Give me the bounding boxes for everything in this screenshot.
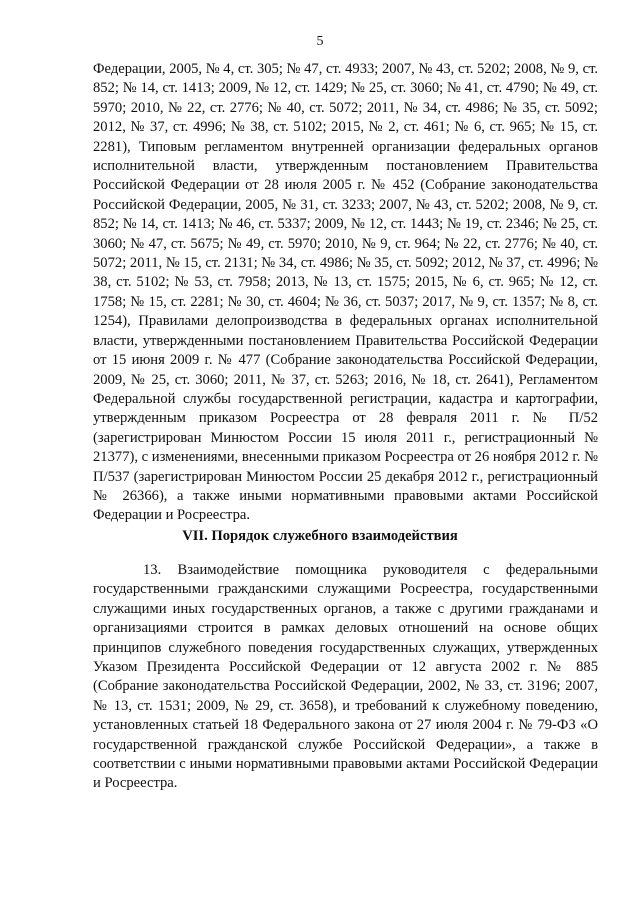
section-heading: VII. Порядок служебного взаимодействия [182, 528, 458, 544]
paragraph-13: 13. Взаимодействие помощника руководителя с федеральными государственными гражданскими служащими Росреестра, государственными служащими иных государственных органов, а также с другими гражданами и организациями строится в рамках деловых отношений на основе общих принципов служебного поведения государственных служащих, утвержденных Указом Президента Российской Федерации от 12 августа 2002 г. № 885 (Собрание законодательства Российской Федерации, 2002, № 33, ст. 3196; 2007, № 13, ст. 1531; 2009, № 29, ст. 3658), и требований к служебному поведению, установленных статьей 18 Федерального закона от 27 июля 2004 г. № 79-ФЗ «О государственной гражданской службе Российской Федерации», а также в соответствии с иными нормативными правовыми актами Российской Федерации и Росреестра. [93, 562, 598, 792]
section-7-text-block [93, 561, 598, 794]
continuation-text-block [93, 60, 598, 526]
page-number: 5 [316, 34, 324, 49]
continuation-paragraph: Федерации, 2005, № 4, ст. 305; № 47, ст. 4933; 2007, № 43, ст. 5202; 2008, № 9, ст. 852; № 14, ст. 1413; 2009, № 12, ст. 1429; № 25, ст. 3060; № 41, ст. 4790; № 49, ст. 5970; 2010, № 22, ст. 2776; № 40, ст. 5072; 2011, № 34, ст. 4986; № 35, ст. 5092; 2012, № 37, ст. 4996; № 38, ст. 5102; 2015, № 2, ст. 461; № 6, ст. 965; № 15, ст. 2281), Типовым регламентом внутренней организации федеральных органов исполнительной власти, утвержденным постановлением Правительства Российской Федерации от 28 июля 2005 г. № 452 (Собрание законодательства Российской Федерации, 2005, № 31, ст. 3233; 2007, № 43, ст. 5202; 2008, № 9, ст. 852; № 14, ст. 1413; № 46, ст. 5337; 2009, № 12, ст. 1443; № 19, ст. 2346; № 25, ст. 3060; № 47, ст. 5675; № 49, ст. 5970; 2010, № 9, ст. 964; № 22, ст. 2776; № 40, ст. 5072; 2011, № 15, ст. 2131; № 34, ст. 4986; № 35, ст. 5092; 2012, № 37, ст. 4996; № 38, ст. 5102; № 53, ст. 7958; 2013, № 13, ст. 1575; 2015, № 6, ст. 965; № 12, ст. 1758; № 15, ст. 2281; № 30, ст. 4604; № 36, ст. 5037; 2017, № 9, ст. 1357; № 8, ст. 1254), Правилами делопроизводства в федеральных органах исполнительной власти, утвержденными постановлением Правительства Российской Федерации от 15 июня 2009 г. № 477 (Собрание законодательства Российской Федерации, 2009, № 25, ст. 3060; 2011, № 37, ст. 5263; 2016, № 18, ст. 2641), Регламентом Федеральной службы государственной регистрации, кадастра и картографии, утвержденным приказом Росреестра от 28 февраля 2011 г. № П/52 (зарегистрирован Минюстом России 15 июля 2011 г., регистрационный № 21377), с изменениями, внесенными приказом Росреестра от 26 ноября 2012 г. № П/537 (зарегистрирован Минюстом России 25 декабря 2012 г., регистрационный № 26366), а также иными нормативными правовыми актами Российской Федерации и Росреестра. [93, 61, 598, 524]
